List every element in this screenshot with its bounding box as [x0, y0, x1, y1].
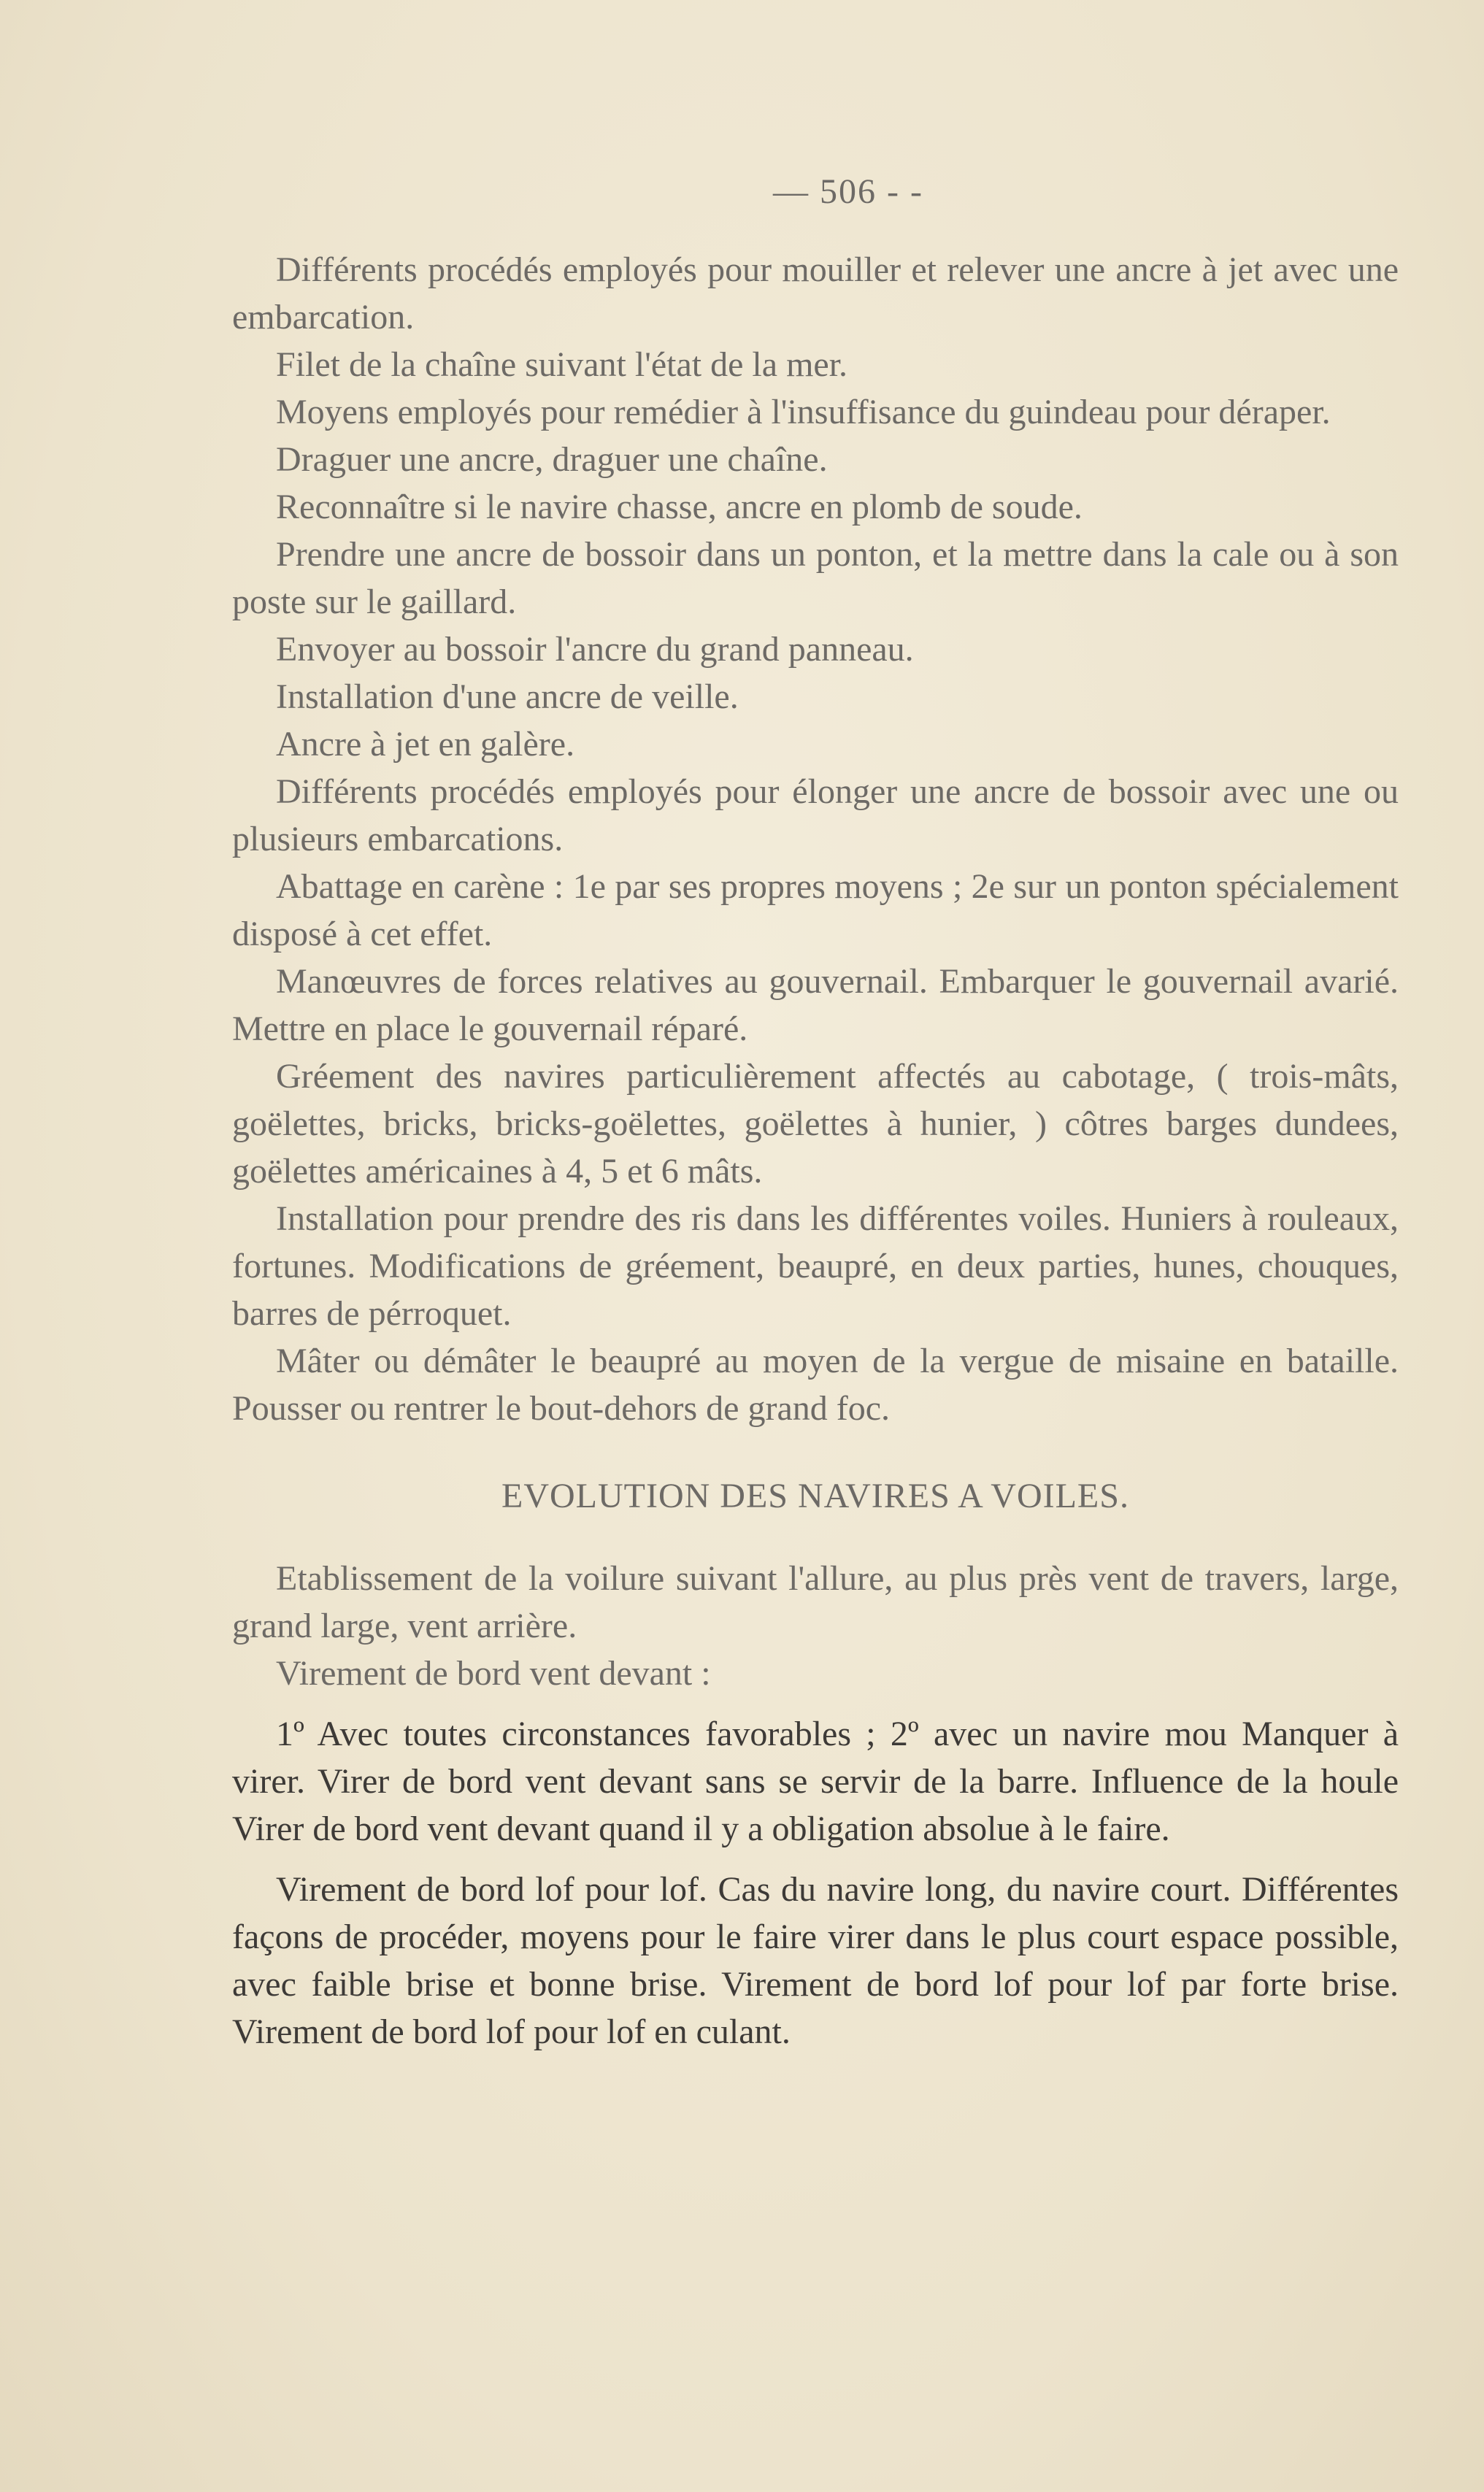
paragraph: Virement de bord lof pour lof. Cas du navire long, du navire court. Différentes façons de procéder, moyens pour le faire virer dans le plus court espace possible, avec faible brise et bonne brise. Virement de bord lof pour lof par forte brise. Virement de bord lof pour lof en culant.: [232, 1870, 1399, 2051]
paragraph: Manœuvres de forces relatives au gouvernail. Embarquer le gouvernail avarié. Mettre en place le gouvernail réparé.: [232, 962, 1399, 1048]
paragraph: Abattage en carène : 1e par ses propres moyens ; 2e sur un ponton spécialement disposé à cet effet.: [232, 867, 1399, 953]
paragraph: Installation pour prendre des ris dans les différentes voiles. Huniers à rouleaux, fortunes. Modifications de gréement, beaupré, en deux parties, hunes, chouques, barres de pérroquet.: [232, 1199, 1399, 1333]
paragraph: Gréement des navires particulièrement affectés au cabotage, ( trois-mâts, goëlettes, bricks, bricks-goëlettes, goëlettes à hunier, ) côtres barges dundees, goëlettes américaines à 4, 5 et 6 mâts.: [232, 1057, 1399, 1191]
paragraph: Filet de la chaîne suivant l'état de la mer.: [276, 345, 848, 384]
paragraph: Différents procédés employés pour élonger une ancre de bossoir avec une ou plusieurs embarcations.: [232, 772, 1399, 858]
paragraph: Différents procédés employés pour mouiller et relever une ancre à jet avec une embarcation.: [232, 250, 1399, 337]
paragraph: Envoyer au bossoir l'ancre du grand panneau.: [276, 630, 914, 669]
paragraph: Virement de bord vent devant :: [276, 1654, 711, 1693]
paragraph: Ancre à jet en galère.: [276, 725, 575, 764]
paragraph: Etablissement de la voilure suivant l'allure, au plus près vent de travers, large, grand large, vent arrière.: [232, 1559, 1399, 1645]
paragraph: Moyens employés pour remédier à l'insuffisance du guindeau pour déraper.: [276, 393, 1331, 431]
paragraph: Mâter ou démâter le beaupré au moyen de la vergue de misaine en bataille. Pousser ou rentrer le bout-dehors de grand foc.: [232, 1342, 1399, 1428]
section-heading: EVOLUTION DES NAVIRES A VOILES.: [501, 1477, 1129, 1515]
paragraph: 1º Avec toutes circonstances favorables ; 2º avec un navire mou Manquer à virer. Virer de bord vent devant sans se servir de la barre. Influence de la houle Virer de bord vent devant quand il y a obligation absolue à le faire.: [232, 1715, 1399, 1848]
paragraph: Reconnaître si le navire chasse, ancre en plomb de soude.: [276, 488, 1083, 526]
text-block: [232, 168, 1399, 2055]
paragraph: Prendre une ancre de bossoir dans un ponton, et la mettre dans la cale ou à son poste sur le gaillard.: [232, 535, 1399, 621]
page-number: — 506 - -: [773, 172, 923, 211]
paragraph: Installation d'une ancre de veille.: [276, 677, 739, 716]
paragraph: Draguer une ancre, draguer une chaîne.: [276, 440, 828, 479]
